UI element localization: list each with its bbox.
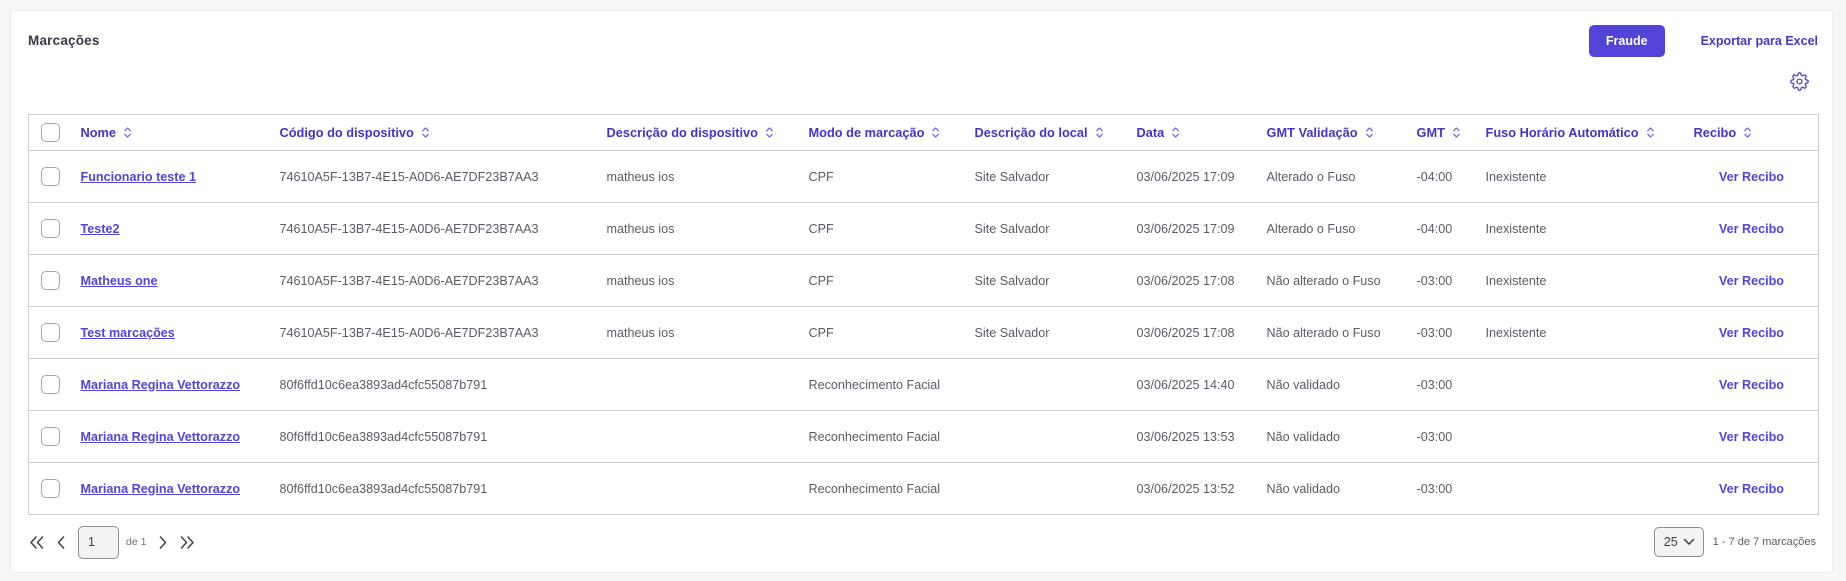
column-header-gmt-validacao[interactable]: GMT Validação [1259, 115, 1409, 151]
cell-checkbox [29, 151, 73, 203]
cell-nome [73, 359, 272, 411]
cell-descricao-dispositivo: matheus ios [606, 221, 675, 236]
sort-icon [1452, 125, 1461, 140]
cell-data: 03/06/2025 14:40 [1136, 377, 1235, 392]
ver-recibo-link[interactable]: Ver Recibo [1718, 169, 1784, 184]
cell-fuso-horario [1478, 463, 1686, 515]
cell-fuso-horario: Inexistente [1485, 325, 1547, 340]
cell-fuso-horario: Inexistente [1485, 273, 1547, 288]
row-checkbox[interactable] [41, 323, 60, 342]
cell-modo-marcacao: CPF [808, 221, 834, 236]
cell-descricao-dispositivo: matheus ios [606, 169, 675, 184]
cell-gmt-validacao: Não validado [1266, 481, 1341, 496]
cell-modo-marcacao: CPF [808, 169, 834, 184]
sort-icon [1743, 125, 1752, 140]
table-row [29, 255, 1819, 307]
cell-data: 03/06/2025 17:08 [1136, 273, 1235, 288]
column-header-modo-marcacao[interactable]: Modo de marcação [801, 115, 967, 151]
cell-gmt-validacao: Alterado o Fuso [1266, 221, 1356, 236]
nome-link[interactable]: Teste2 [80, 221, 120, 236]
cell-checkbox [29, 463, 73, 515]
row-checkbox[interactable] [41, 375, 60, 394]
cell-gmt-validacao: Não validado [1266, 377, 1341, 392]
cell-checkbox [29, 359, 73, 411]
ver-recibo-link[interactable]: Ver Recibo [1718, 481, 1784, 496]
cell-data: 03/06/2025 17:09 [1136, 221, 1235, 236]
row-checkbox[interactable] [41, 271, 60, 290]
cell-descricao-local [967, 411, 1129, 463]
ver-recibo-link[interactable]: Ver Recibo [1718, 221, 1784, 236]
row-checkbox[interactable] [41, 219, 60, 238]
cell-recibo [1686, 255, 1819, 307]
export-excel-link[interactable]: Exportar para Excel [1700, 33, 1818, 48]
table-settings-row [11, 56, 1832, 96]
cell-data: 03/06/2025 17:09 [1136, 169, 1235, 184]
column-header-nome[interactable]: Nome [73, 115, 272, 151]
ver-recibo-link[interactable]: Ver Recibo [1718, 273, 1784, 288]
cell-gmt: -03:00 [1416, 273, 1453, 288]
page-number-input[interactable] [78, 526, 119, 559]
cell-descricao-local: Site Salvador [974, 273, 1050, 288]
ver-recibo-link[interactable]: Ver Recibo [1718, 377, 1784, 392]
cell-data: 03/06/2025 13:53 [1136, 429, 1235, 444]
column-header-data[interactable]: Data [1129, 115, 1259, 151]
page-size-value: 25 [1663, 535, 1678, 549]
cell-gmt: -03:00 [1416, 481, 1453, 496]
header-checkbox-cell [29, 115, 73, 151]
table-row [29, 307, 1819, 359]
footer-right [1654, 527, 1816, 557]
cell-descricao-dispositivo: matheus ios [606, 325, 675, 340]
cell-recibo [1686, 411, 1819, 463]
cell-checkbox [29, 411, 73, 463]
last-page-button[interactable] [179, 535, 196, 550]
cell-modo-marcacao: CPF [808, 325, 834, 340]
table-row [29, 203, 1819, 255]
cell-codigo-dispositivo: 74610A5F-13B7-4E15-A0D6-AE7DF23B7AA3 [279, 273, 539, 288]
cell-gmt: -03:00 [1416, 377, 1453, 392]
cell-recibo [1686, 359, 1819, 411]
ver-recibo-link[interactable]: Ver Recibo [1718, 429, 1784, 444]
cell-nome [73, 203, 272, 255]
cell-codigo-dispositivo: 80f6ffd10c6ea3893ad4cfc55087b791 [279, 481, 488, 496]
cell-gmt: -03:00 [1416, 325, 1453, 340]
first-page-button[interactable] [28, 535, 45, 550]
cell-recibo [1686, 307, 1819, 359]
cell-descricao-dispositivo: matheus ios [606, 273, 675, 288]
cell-gmt-validacao: Não alterado o Fuso [1266, 273, 1381, 288]
cell-data: 03/06/2025 13:52 [1136, 481, 1235, 496]
next-page-button[interactable] [157, 535, 168, 550]
cell-codigo-dispositivo: 80f6ffd10c6ea3893ad4cfc55087b791 [279, 377, 488, 392]
select-all-checkbox[interactable] [41, 123, 60, 142]
cell-descricao-local: Site Salvador [974, 221, 1050, 236]
cell-descricao-local [967, 359, 1129, 411]
chevron-down-icon [1683, 538, 1695, 546]
sort-icon [421, 125, 430, 140]
cell-gmt-validacao: Não alterado o Fuso [1266, 325, 1381, 340]
page-size-select[interactable] [1654, 527, 1704, 557]
cell-gmt-validacao: Alterado o Fuso [1266, 169, 1356, 184]
prev-page-button[interactable] [56, 535, 67, 550]
topbar [11, 11, 1832, 56]
cell-modo-marcacao: CPF [808, 273, 834, 288]
page-title: Marcações [28, 33, 100, 48]
cell-fuso-horario: Inexistente [1485, 169, 1547, 184]
sort-icon [1646, 125, 1655, 140]
table-body [29, 151, 1819, 515]
row-checkbox[interactable] [41, 427, 60, 446]
column-header-recibo[interactable]: Recibo [1686, 115, 1819, 151]
page-count-label: de 1 [126, 536, 147, 548]
sort-icon [1365, 125, 1374, 140]
cell-gmt: -03:00 [1416, 429, 1453, 444]
gear-icon[interactable] [1790, 72, 1809, 91]
sort-icon [765, 125, 774, 140]
range-label: 1 - 7 de 7 marcações [1712, 536, 1816, 548]
column-header-descricao-dispositivo[interactable]: Descrição do dispositivo [599, 115, 801, 151]
cell-modo-marcacao: Reconhecimento Facial [808, 429, 941, 444]
top-actions [1589, 25, 1818, 57]
cell-descricao-dispositivo [599, 359, 801, 411]
cell-descricao-local: Site Salvador [974, 169, 1050, 184]
cell-recibo [1686, 203, 1819, 255]
cell-descricao-dispositivo [599, 411, 801, 463]
table-row [29, 359, 1819, 411]
cell-fuso-horario [1478, 411, 1686, 463]
table-row [29, 411, 1819, 463]
marcacoes-table [28, 114, 1819, 515]
cell-nome [73, 411, 272, 463]
cell-modo-marcacao: Reconhecimento Facial [808, 481, 941, 496]
column-header-codigo-dispositivo[interactable]: Código do dispositivo [272, 115, 599, 151]
table-row [29, 463, 1819, 515]
cell-codigo-dispositivo: 74610A5F-13B7-4E15-A0D6-AE7DF23B7AA3 [279, 221, 539, 236]
cell-checkbox [29, 255, 73, 307]
table-footer [28, 524, 1816, 560]
sort-icon [123, 125, 132, 140]
nome-link[interactable]: Test marcações [80, 325, 175, 340]
nome-link[interactable]: Funcionario teste 1 [80, 169, 196, 184]
cell-descricao-dispositivo [599, 463, 801, 515]
cell-nome [73, 463, 272, 515]
nome-link[interactable]: Mariana Regina Vettorazzo [80, 377, 241, 392]
pagination [28, 526, 196, 559]
sort-icon [1095, 125, 1104, 140]
column-header-fuso-horario[interactable]: Fuso Horário Automático [1478, 115, 1686, 151]
marcacoes-panel [10, 10, 1833, 573]
header-row [29, 115, 1819, 151]
column-header-descricao-local[interactable]: Descrição do local [967, 115, 1129, 151]
table-row [29, 151, 1819, 203]
cell-descricao-local: Site Salvador [974, 325, 1050, 340]
cell-codigo-dispositivo: 80f6ffd10c6ea3893ad4cfc55087b791 [279, 429, 488, 444]
nome-link[interactable]: Matheus one [80, 273, 158, 288]
sort-icon [931, 125, 940, 140]
nome-link[interactable]: Mariana Regina Vettorazzo [80, 481, 241, 496]
cell-codigo-dispositivo: 74610A5F-13B7-4E15-A0D6-AE7DF23B7AA3 [279, 325, 539, 340]
cell-gmt-validacao: Não validado [1266, 429, 1341, 444]
row-checkbox[interactable] [41, 479, 60, 498]
cell-checkbox [29, 307, 73, 359]
cell-descricao-local [967, 463, 1129, 515]
cell-recibo [1686, 151, 1819, 203]
cell-codigo-dispositivo: 74610A5F-13B7-4E15-A0D6-AE7DF23B7AA3 [279, 169, 539, 184]
cell-recibo [1686, 463, 1819, 515]
row-checkbox[interactable] [41, 167, 60, 186]
nome-link[interactable]: Mariana Regina Vettorazzo [80, 429, 241, 444]
cell-checkbox [29, 203, 73, 255]
cell-gmt: -04:00 [1416, 169, 1453, 184]
cell-fuso-horario: Inexistente [1485, 221, 1547, 236]
cell-nome [73, 307, 272, 359]
cell-gmt: -04:00 [1416, 221, 1453, 236]
cell-data: 03/06/2025 17:08 [1136, 325, 1235, 340]
sort-icon [1171, 125, 1180, 140]
cell-nome [73, 151, 272, 203]
fraude-button[interactable]: Fraude [1589, 25, 1665, 57]
cell-nome [73, 255, 272, 307]
cell-modo-marcacao: Reconhecimento Facial [808, 377, 941, 392]
ver-recibo-link[interactable]: Ver Recibo [1718, 325, 1784, 340]
column-header-gmt[interactable]: GMT [1409, 115, 1478, 151]
cell-fuso-horario [1478, 359, 1686, 411]
